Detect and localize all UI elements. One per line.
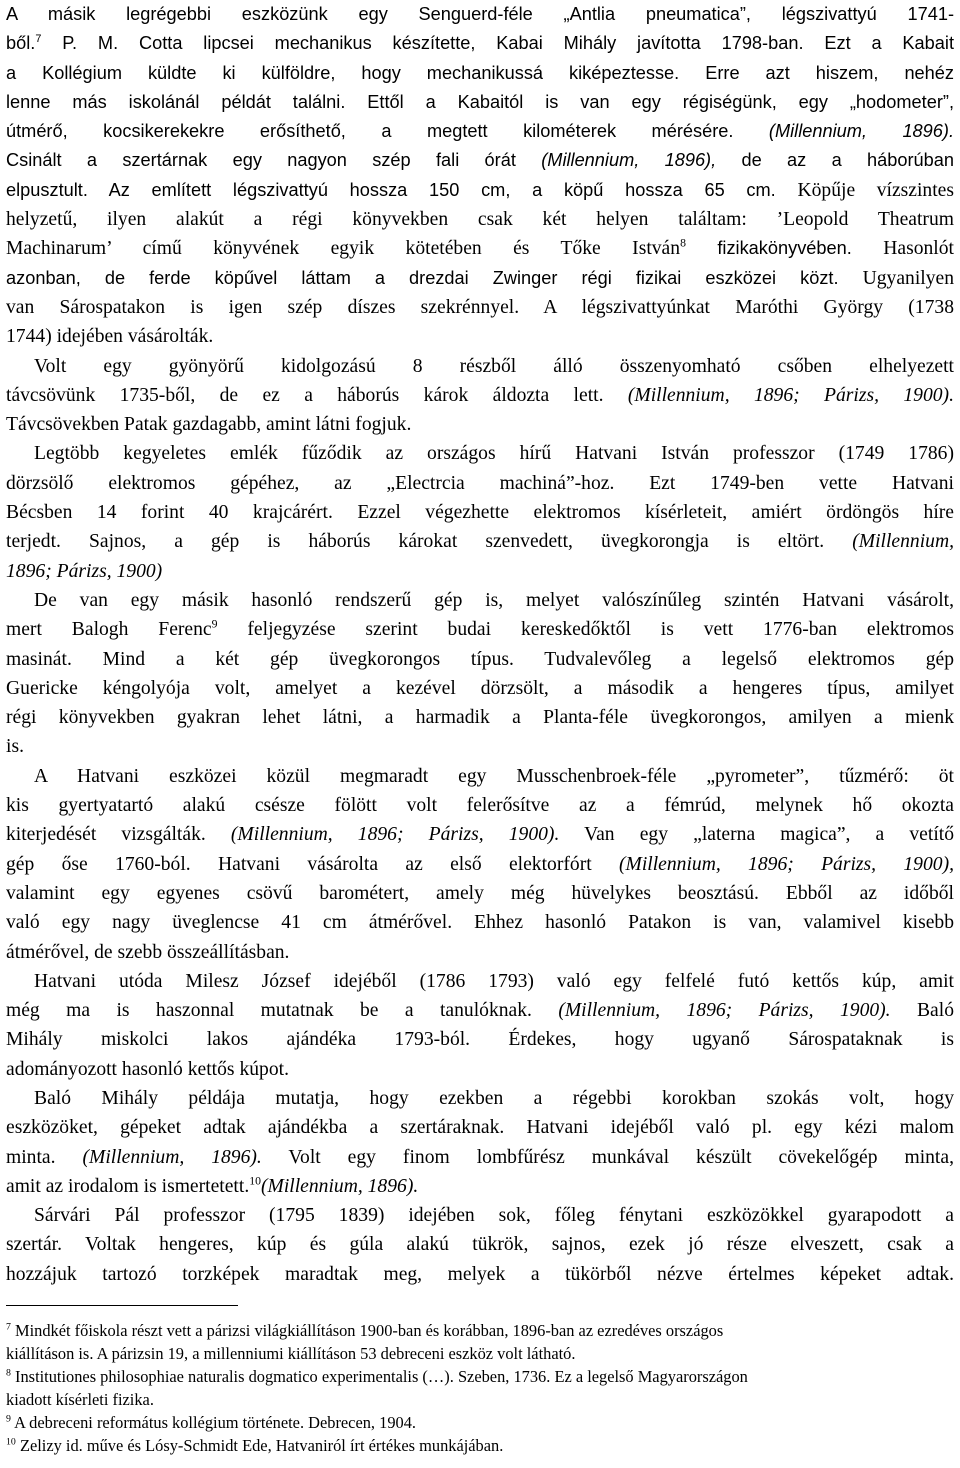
- paragraph-line: [6, 410, 954, 439]
- paragraph-line: [6, 996, 954, 1025]
- footnote-text: kiállításon is. A párizsin 19, a millenniumi kiállításon 53 debreceni eszköz volt látható.: [6, 1344, 576, 1364]
- paragraph-line: [6, 1055, 954, 1084]
- text-run: P. M. Cotta lipcsei mechanikus készítette, Kabai Mihály javította 1798-ban. Ezt a Kabait: [41, 33, 954, 54]
- paragraph-line: [6, 1201, 954, 1230]
- text-run: Csinált a szertárnak egy nagyon szép fali órát: [6, 150, 542, 171]
- text-run: ből.: [6, 33, 36, 54]
- citation: (Millennium, 1896; Párizs, 1900),: [618, 853, 954, 875]
- text-run: Hasonlót: [851, 238, 954, 260]
- footnote-text: Institutiones philosophiae naturalis dogmatico experimentalis (…). Szeben, 1736. Ez a legelső Magyarországon: [15, 1367, 748, 1387]
- footnote-ref: 8: [680, 236, 686, 250]
- text-run: Guericke kéngolyója volt, amelyet a kezével dörzsölt, a második a hengeres típus, amilyet: [6, 677, 954, 699]
- text-run: adományozott hasonló kettős kúpot.: [6, 1058, 289, 1080]
- text-run: [686, 238, 717, 259]
- text-run: Baló Mihály példája mutatja, hogy ezekben a régebbi korokban szokás volt, hogy: [34, 1087, 954, 1109]
- footnote-text: Zelizy id. műve és Lósy-Schmidt Ede, Hatvaniról írt értékes munkájában.: [19, 1436, 504, 1456]
- citation: (Millennium, 1896; Párizs, 1900).: [627, 384, 954, 406]
- citation: (Millennium,: [852, 531, 954, 553]
- text-run: helyzetű, ilyen alakút a régi könyvekben csak két helyen találtam: ’Leopold Theatrum: [6, 209, 954, 231]
- footnote-number: 9: [6, 1413, 11, 1425]
- paragraph-line: [6, 176, 954, 205]
- text-run: dörzsölő elektromos gépéhez, az „Electrcia machiná”-hoz. Ezt 1749-ben vette Hatvani: [6, 472, 954, 494]
- text-run: De van egy másik hasonló rendszerű gép is, melyet valószínűleg szintén Hatvani vásárolt,: [34, 589, 954, 611]
- document-body: [6, 0, 954, 1289]
- citation: (Millennium, 1896).: [260, 1175, 419, 1197]
- footnote-line: [6, 1365, 946, 1388]
- text-run: Bécsben 14 forint 40 krajcárért. Ezzel végezhette elektromos kísérleteit, amiért ördöngös híre: [6, 502, 954, 524]
- text-run: fizikakönyvében.: [717, 238, 852, 259]
- footnote-ref: 7: [35, 33, 42, 46]
- text-run: régi könyvekben gyakran lehet látni, a harmadik a Planta-féle üvegkorongos, amilyen a mienk: [6, 707, 954, 729]
- paragraph-line: [6, 967, 954, 996]
- text-run: A másik legrégebbi eszközünk egy Senguerd-féle „Antlia pneumatica”, légszivattyú 1741-: [6, 4, 954, 24]
- text-run: átmérővel, de szebb összeállításban.: [6, 941, 290, 963]
- footnote-text: A debreceni református kollégium története. Debrecen, 1904.: [14, 1413, 416, 1433]
- footnote-line: [6, 1342, 946, 1365]
- paragraph-line: [6, 1113, 954, 1142]
- footnote-number: 10: [6, 1437, 16, 1448]
- paragraph-line: [6, 850, 954, 879]
- paragraph-line: [6, 527, 954, 556]
- paragraph-line: [6, 293, 954, 322]
- text-run: még ma is haszonnal mutatnak be a tanulóknak.: [6, 1000, 559, 1022]
- text-run: gép őse 1760-ból. Hatvani vásárolta az első elektorfórt: [6, 853, 619, 875]
- footnote-text: Mindkét főiskola részt vett a párizsi világkiállításon 1900-ban és korábban, 1896-ban az ezredéves országos: [15, 1321, 724, 1340]
- text-run: való egy nagy üveglencse 41 cm átmérővel. Ehhez hasonló Patakon is van, valamivel kisebb: [6, 912, 954, 934]
- text-run: terjedt. Sajnos, a gép is háborús károkat szenvedett, üvegkorongja is eltört.: [6, 531, 853, 553]
- text-run: de az a háborúban: [716, 150, 955, 171]
- paragraph-line: [6, 234, 954, 263]
- paragraph-line: [6, 908, 954, 937]
- paragraph-line: [6, 88, 954, 117]
- text-run: kis gyertyatartó alakú csésze fölött volt felerősítve az a fémrúd, melynek hő okozta: [6, 795, 954, 817]
- text-run: Baló: [890, 1000, 954, 1022]
- citation: (Millennium, 1896; Párizs, 1900).: [558, 1000, 891, 1022]
- paragraph-line: [6, 557, 954, 586]
- citation: (Millennium, 1896; Párizs, 1900).: [230, 824, 560, 846]
- footnote-ref: 9: [211, 617, 218, 631]
- footnote-ref: 10: [249, 1174, 261, 1188]
- paragraph-line: [6, 674, 954, 703]
- paragraph-line: [6, 322, 954, 351]
- text-run: Köpűje vízszintes: [797, 179, 954, 201]
- text-run: Volt egy gyönyörű kidolgozású 8 részből álló összenyomható csőben elhelyezett: [34, 355, 954, 377]
- text-run: Volt egy finom lombfűrész munkával készült cövekelőgép minta,: [261, 1146, 954, 1168]
- paragraph-line: [6, 645, 954, 674]
- paragraph-line: [6, 615, 954, 644]
- text-run: is.: [6, 736, 24, 758]
- paragraph-line: [6, 732, 954, 761]
- paragraph-line: [6, 762, 954, 791]
- footnotes: [6, 1319, 946, 1458]
- text-run: távcsövünk 1735-ből, de ez a háborús károk áldozta lett.: [6, 384, 628, 406]
- paragraph-line: [6, 1172, 954, 1201]
- paragraph-line: [6, 498, 954, 527]
- paragraph-line: [6, 879, 954, 908]
- citation: (Millennium, 1896).: [768, 121, 955, 142]
- text-run: elpusztult. Az említett légszivattyú hossza 150 cm, a köpű hossza 65 cm.: [6, 179, 798, 200]
- paragraph-line: [6, 352, 954, 381]
- citation: (Millennium, 1896),: [541, 150, 717, 171]
- footnote-separator: [6, 1305, 238, 1306]
- text-run: szertár. Voltak hengeres, kúp és gúla alakú tükrök, sajnos, ezek jó része elveszett, csak a: [6, 1234, 954, 1256]
- text-run: eszközöket, gépeket adtak ajándékba a szertáraknak. Hatvani idejéből való pl. egy kézi malom: [6, 1117, 954, 1139]
- text-run: A Hatvani eszközei közül megmaradt egy Musschenbroek-féle „pyrometer”, tűzmérő: öt: [34, 765, 954, 787]
- paragraph-line: [6, 205, 954, 234]
- paragraph-line: [6, 938, 954, 967]
- text-run: a Kollégium küldte ki külföldre, hogy mechanikussá kiképeztesse. Erre azt hiszem, nehéz: [6, 62, 954, 83]
- paragraph-line: [6, 381, 954, 410]
- text-run: útmérő, kocsikerekekre erősíthető, a megtett kilométerek mérésére.: [6, 121, 769, 142]
- paragraph-line: [6, 29, 954, 58]
- paragraph-line: [6, 1260, 954, 1289]
- paragraph-line: [6, 1230, 954, 1259]
- text-run: amit az irodalom is ismertetett.: [6, 1175, 250, 1197]
- footnote-line: [6, 1319, 946, 1342]
- text-run: Van egy „laterna magica”, a vetítő: [559, 824, 955, 846]
- paragraph-line: [6, 117, 954, 146]
- paragraph-line: [6, 586, 954, 615]
- text-run: masinát. Mind a két gép üvegkorongos típus. Tudvalevőleg a legelső elektromos gép: [6, 648, 954, 670]
- paragraph-line: [6, 469, 954, 498]
- footnote-line: [6, 1388, 946, 1411]
- text-run: Machinarum’ című könyvének egyik kötetében és Tőke István: [6, 238, 681, 260]
- paragraph-line: [6, 703, 954, 732]
- text-run: Legtöbb kegyeletes emlék fűződik az országos hírű Hatvani István professzor (1749 1786): [34, 443, 954, 465]
- footnote-number: 8: [6, 1367, 11, 1379]
- paragraph-line: [6, 264, 954, 293]
- text-run: Mihály miskolci lakos ajándéka 1793-ból. Érdekes, hogy ugyanő Sárospataknak is: [6, 1029, 954, 1051]
- paragraph-line: [6, 439, 954, 468]
- text-run: azonban, de ferde köpűvel láttam a drezdai Zwinger régi fizikai eszközei közt.: [6, 267, 863, 288]
- text-run: mert Balogh Ferenc: [6, 619, 212, 641]
- text-run: Hatvani utóda Milesz József idejéből (1786 1793) való egy felfelé futó kettős kúp, amit: [34, 970, 954, 992]
- paragraph-line: [6, 791, 954, 820]
- text-run: hozzájuk tartozó torzképek maradtak meg, melyek a tükörből nézve értelmes képeket adtak.: [6, 1263, 954, 1285]
- text-run: minta.: [6, 1146, 83, 1168]
- paragraph-line: [6, 1025, 954, 1054]
- paragraph-line: [6, 146, 954, 175]
- text-run: lenne más iskolánál példát találni. Ettől a Kabaitól is van egy régiségünk, egy „hodometer”,: [6, 91, 954, 112]
- text-run: van Sárospatakon is igen szép díszes szekrénnyel. A légszivattyúnkat Maróthi György (1738: [6, 296, 954, 318]
- footnote-number: 7: [6, 1321, 11, 1333]
- paragraph-line: [6, 820, 954, 849]
- text-run: kiterjedését vizsgálták.: [6, 824, 231, 846]
- text-run: Távcsövekben Patak gazdagabb, amint látni fogjuk.: [6, 414, 412, 436]
- text-run: valamint egy egyenes csövű barométert, amely még hüvelykes beosztású. Ebből az időből: [6, 882, 954, 904]
- citation: 1896; Párizs, 1900): [6, 560, 163, 582]
- footnote-text: kiadott kísérleti fizika.: [6, 1390, 154, 1410]
- footnote-line: [6, 1434, 946, 1457]
- text-run: 1744) idejében vásárolták.: [6, 326, 214, 348]
- paragraph-line: [6, 0, 954, 29]
- text-run: Sárvári Pál professzor (1795 1839) idejében sok, főleg fénytani eszközökkel gyarapodott a: [34, 1205, 954, 1227]
- paragraph-line: [6, 59, 954, 88]
- paragraph-line: [6, 1143, 954, 1172]
- paragraph-line: [6, 1084, 954, 1113]
- citation: (Millennium, 1896).: [82, 1146, 262, 1168]
- text-run: feljegyzése szerint budai kereskedőktől is vett 1776-ban elektromos: [217, 619, 954, 641]
- text-run: Ugyanilyen: [862, 267, 954, 289]
- footnote-line: [6, 1411, 946, 1434]
